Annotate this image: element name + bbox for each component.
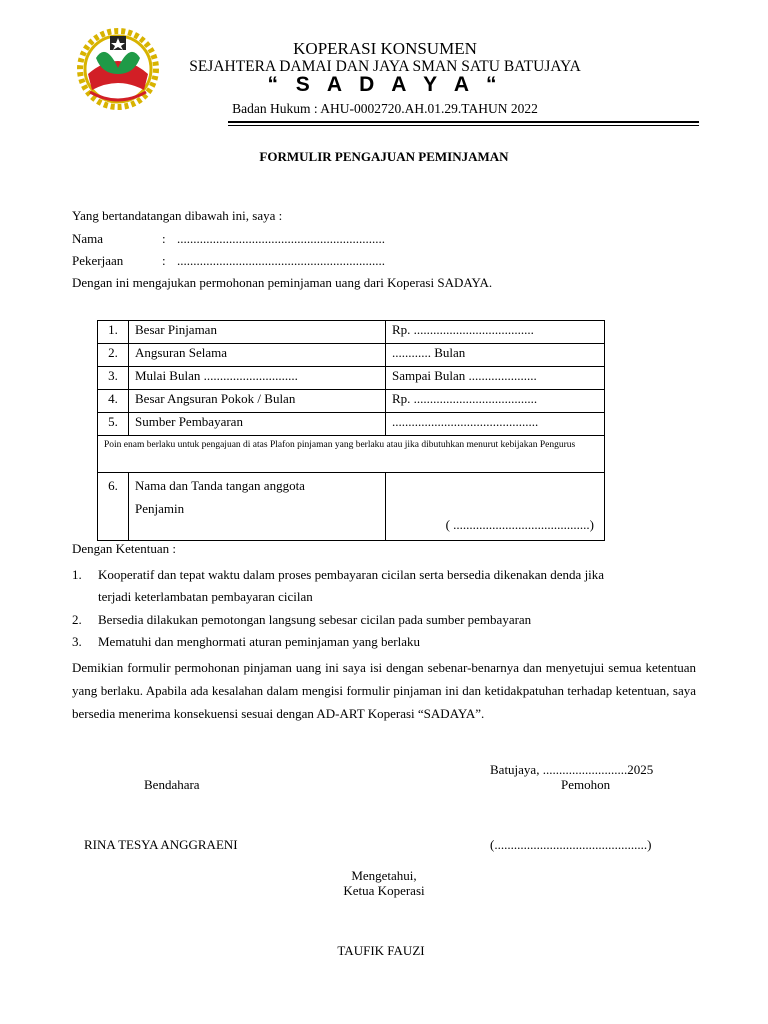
field-name-value[interactable]: ................................................................	[177, 231, 385, 246]
row-item: Sumber Pembayaran	[129, 413, 386, 436]
condition-1-line2: terjadi keterlambatan pembayaran cicilan	[98, 589, 313, 604]
row-value[interactable]: Rp. ......................................	[386, 390, 605, 413]
applicant-role: Pemohon	[561, 777, 611, 792]
row-value[interactable]: ............ Bulan	[386, 344, 605, 367]
row-number: 4.	[98, 390, 129, 413]
row-number: 6.	[98, 473, 129, 541]
row-item: Besar Angsuran Pokok / Bulan	[129, 390, 386, 413]
row-item: Besar Pinjaman	[129, 321, 386, 344]
loan-form-table	[97, 320, 605, 541]
chairman-name: TAUFIK FAUZI	[337, 943, 425, 958]
table-note: Poin enam berlaku untuk pengajuan di atas Plafon pinjaman yang berlaku atau jika dibutuhkan menurut kebijakan Pengurus	[98, 436, 605, 473]
table-note-row	[98, 436, 605, 473]
header-divider-thick	[228, 121, 699, 123]
guarantor-item	[129, 473, 386, 541]
table-row	[98, 321, 605, 344]
place-date[interactable]: Batujaya, ..........................2025	[490, 762, 654, 777]
row-value[interactable]: Rp. .....................................	[386, 321, 605, 344]
condition-3-line1: Mematuhi dan menghormati aturan peminjaman yang berlaku	[98, 634, 421, 649]
row-item[interactable]: Mulai Bulan .............................	[129, 367, 386, 390]
field-name-label: Nama	[72, 231, 104, 246]
request-line: Dengan ini mengajukan permohonan peminjaman uang dari Koperasi SADAYA.	[72, 275, 493, 290]
treasurer-name: RINA TESYA ANGGRAENI	[84, 837, 238, 852]
table-row	[98, 413, 605, 436]
table-row	[98, 344, 605, 367]
closing-paragraph: Demikian formulir permohonan pinjaman uang ini saya isi dengan sebenar-benarnya dan menyetujui semua ketentuan yang berlaku. Apabila ada kesalahan dalam mengisi formulir pinjaman ini dan ketidakpatuhan terhadap ketentuan, saya bersedia menerima konsekuensi sesuai dengan AD-ART Koperasi “SADAYA”.	[72, 660, 696, 721]
row-number: 1.	[98, 321, 129, 344]
row-number: 2.	[98, 344, 129, 367]
row-value[interactable]: .............................................	[386, 413, 605, 436]
row-value[interactable]: Sampai Bulan .....................	[386, 367, 605, 390]
cooperative-logo	[70, 28, 172, 110]
guarantor-item-line1: Nama dan Tanda tangan anggota	[135, 478, 305, 493]
field-job-value[interactable]: ................................................................	[177, 253, 385, 268]
row-item: Angsuran Selama	[129, 344, 386, 367]
row-number: 5.	[98, 413, 129, 436]
coop-acronym: “ S A D A Y A “	[267, 73, 503, 96]
guarantor-signature-cell[interactable]	[386, 473, 605, 541]
treasurer-role: Bendahara	[144, 777, 200, 792]
table-row	[98, 367, 605, 390]
table-row	[98, 390, 605, 413]
condition-1-line1: Kooperatif dan tepat waktu dalam proses pembayaran cicilan serta bersedia dikenakan denda jika	[98, 567, 605, 582]
chairman-role: Ketua Koperasi	[343, 883, 425, 898]
table-row-guarantor	[98, 473, 605, 541]
condition-2-line1: Bersedia dilakukan pemotongan langsung sebesar cicilan pada sumber pembayaran	[98, 612, 532, 627]
field-job-label: Pekerjaan	[72, 253, 124, 268]
condition-2-number: 2.	[72, 612, 82, 627]
row-number: 3.	[98, 367, 129, 390]
guarantor-item-line2: Penjamin	[135, 501, 185, 516]
intro-line: Yang bertandatangan dibawah ini, saya :	[72, 208, 283, 223]
legal-entity: Badan Hukum : AHU-0002720.AH.01.29.TAHUN 2022	[232, 101, 538, 116]
conditions-title: Dengan Ketentuan :	[72, 541, 176, 556]
coop-type: KOPERASI KONSUMEN	[293, 39, 477, 58]
header-divider-thin	[228, 125, 699, 126]
field-job-colon: :	[162, 253, 166, 268]
condition-3-number: 3.	[72, 634, 82, 649]
form-title: FORMULIR PENGAJUAN PEMINJAMAN	[259, 149, 509, 164]
field-name-colon: :	[162, 231, 166, 246]
condition-1-number: 1.	[72, 567, 82, 582]
acknowledged-label: Mengetahui,	[351, 868, 417, 883]
guarantor-signature[interactable]: ( ..........................................)	[445, 517, 594, 532]
coop-name: SEJAHTERA DAMAI DAN JAYA SMAN SATU BATUJAYA	[189, 58, 581, 75]
applicant-name[interactable]: (...............................................)	[490, 837, 652, 852]
